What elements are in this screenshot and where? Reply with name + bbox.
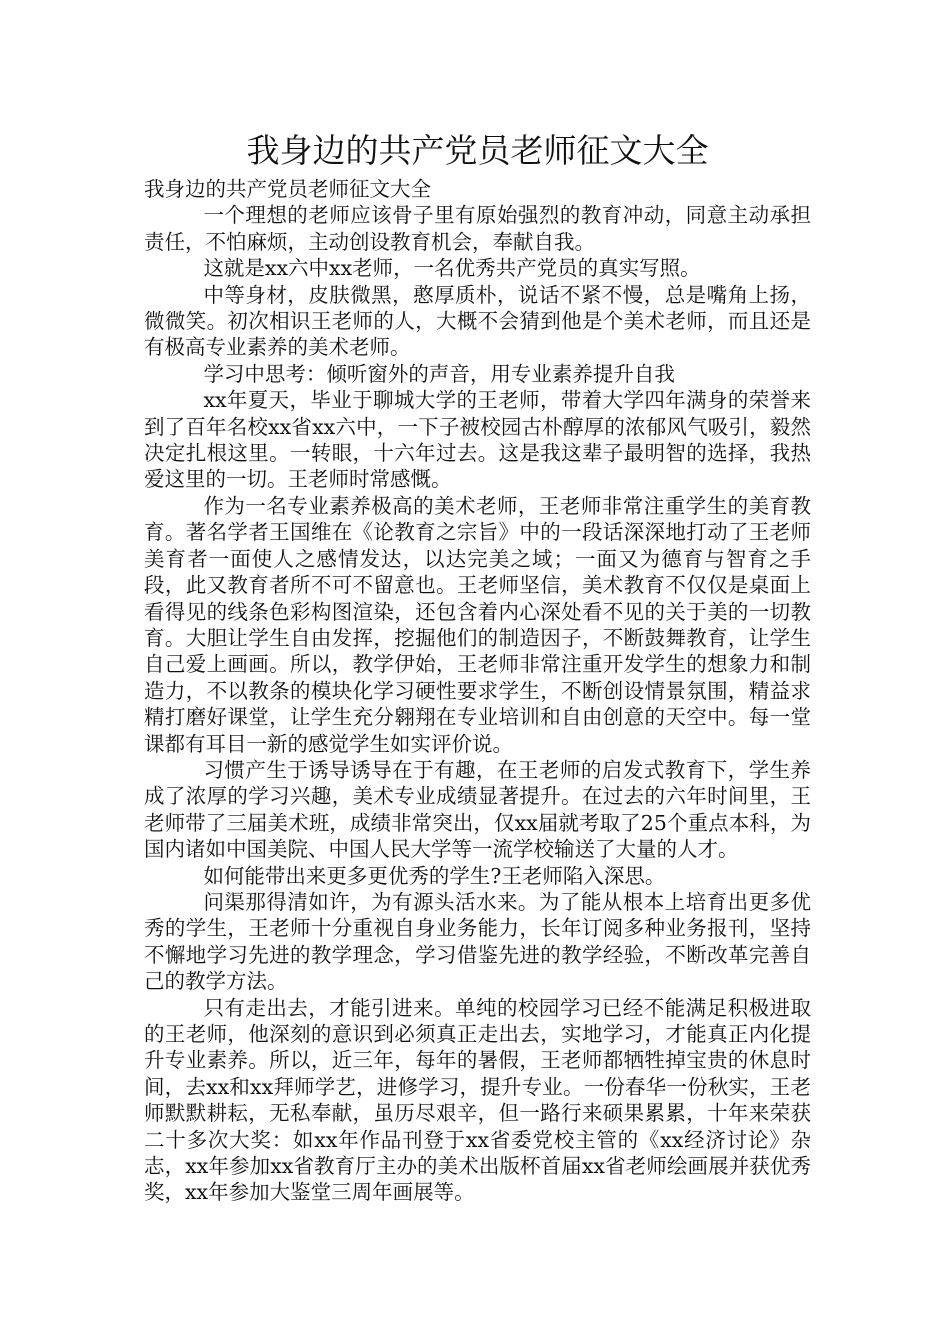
paragraph-10: 只有走出去，才能引进来。单纯的校园学习已经不能满足积极进取的王老师，他深刻的意识到必须真正走出去，实地学习，才能真正内化提升专业素养。所以，近三年，每年的暑假，王老师都牺牲掉宝贵的休息时间，去xx和xx拜师学艺，进修学习，提升专业。一份春华一份秋实，王老师默默耕耘，无私奉献，虽历尽艰辛，但一路行来硕果累累，十年来荣获二十多次大奖：如xx年作品刊登于xx省委党校主管的《xx经济讨论》杂志，xx年参加xx省教育厅主办的美术出版杯首届xx省老师绘画展并获优秀奖，xx年参加大鉴堂三周年画展等。 (144, 995, 811, 1205)
paragraph-9: 问渠那得清如许，为有源头活水来。为了能从根本上培育出更多优秀的学生，王老师十分重视自身业务能力，长年订阅多种业务报刊，坚持不懈地学习先进的教学理念，学习借鉴先进的教学经验，不断改革完善自己的教学方法。 (144, 889, 811, 994)
document-subtitle: 我身边的共产党员老师征文大全 (144, 177, 431, 201)
paragraph-7: 习惯产生于诱导诱导在于有趣，在王老师的启发式教育下，学生养成了浓厚的学习兴趣，美术专业成绩显著提升。在过去的六年时间里，王老师带了三届美术班，成绩非常突出，仅xx届就考取了25个重点本科，为国内诸如中国美院、中国人民大学等一流学校输送了大量的人才。 (144, 757, 811, 862)
paragraph-1: 一个理想的老师应该骨子里有原始强烈的教育冲动，同意主动承担责任，不怕麻烦，主动创设教育机会，奉献自我。 (144, 203, 811, 254)
paragraph-5: xx年夏天，毕业于聊城大学的王老师，带着大学四年满身的荣誉来到了百年名校xx省xx六中，一下子被校园古朴醇厚的浓郁风气吸引，毅然决定扎根这里。一转眼，十六年过去。这是我这辈子最明智的选择，我热爱这里的一切。王老师时常感慨。 (144, 388, 811, 492)
document-page (144, 126, 811, 1206)
document-title: 我身边的共产党员老师征文大全 (246, 131, 709, 170)
section-heading: 学习中思考：倾听窗外的声音，用专业素养提升自我 (203, 361, 675, 386)
paragraph-8: 如何能带出来更多更优秀的学生?王老师陷入深思。 (203, 863, 666, 888)
paragraph-2: 这就是xx六中xx老师，一名优秀共产党员的真实写照。 (203, 256, 701, 281)
paragraph-6: 作为一名专业素养极高的美术老师，王老师非常注重学生的美育教育。著名学者王国维在《论教育之宗旨》中的一段话深深地打动了王老师美育者一面使人之感情发达，以达完美之域；一面又为德育与智育之手段，此又教育者所不可不留意也。王老师坚信，美术教育不仅仅是桌面上看得见的线条色彩构图渲染，还包含着内心深处看不见的关于美的一切教育。大胆让学生自由发挥，挖掘他们的制造因子，不断鼓舞教育，让学生自己爱上画画。所以，教学伊始，王老师非常注重开发学生的想象力和制造力，不以教条的模块化学习硬性要求学生，不断创设情景氛围，精益求精打磨好课堂，让学生充分翱翔在专业培训和自由创意的天空中。每一堂课都有耳目一新的感觉学生如实评价说。 (144, 493, 811, 756)
paragraph-3: 中等身材，皮肤微黑，憨厚质朴，说话不紧不慢，总是嘴角上扬，微微笑。初次相识王老师的人，大概不会猜到他是个美术老师，而且还是有极高专业素养的美术老师。 (144, 282, 811, 360)
